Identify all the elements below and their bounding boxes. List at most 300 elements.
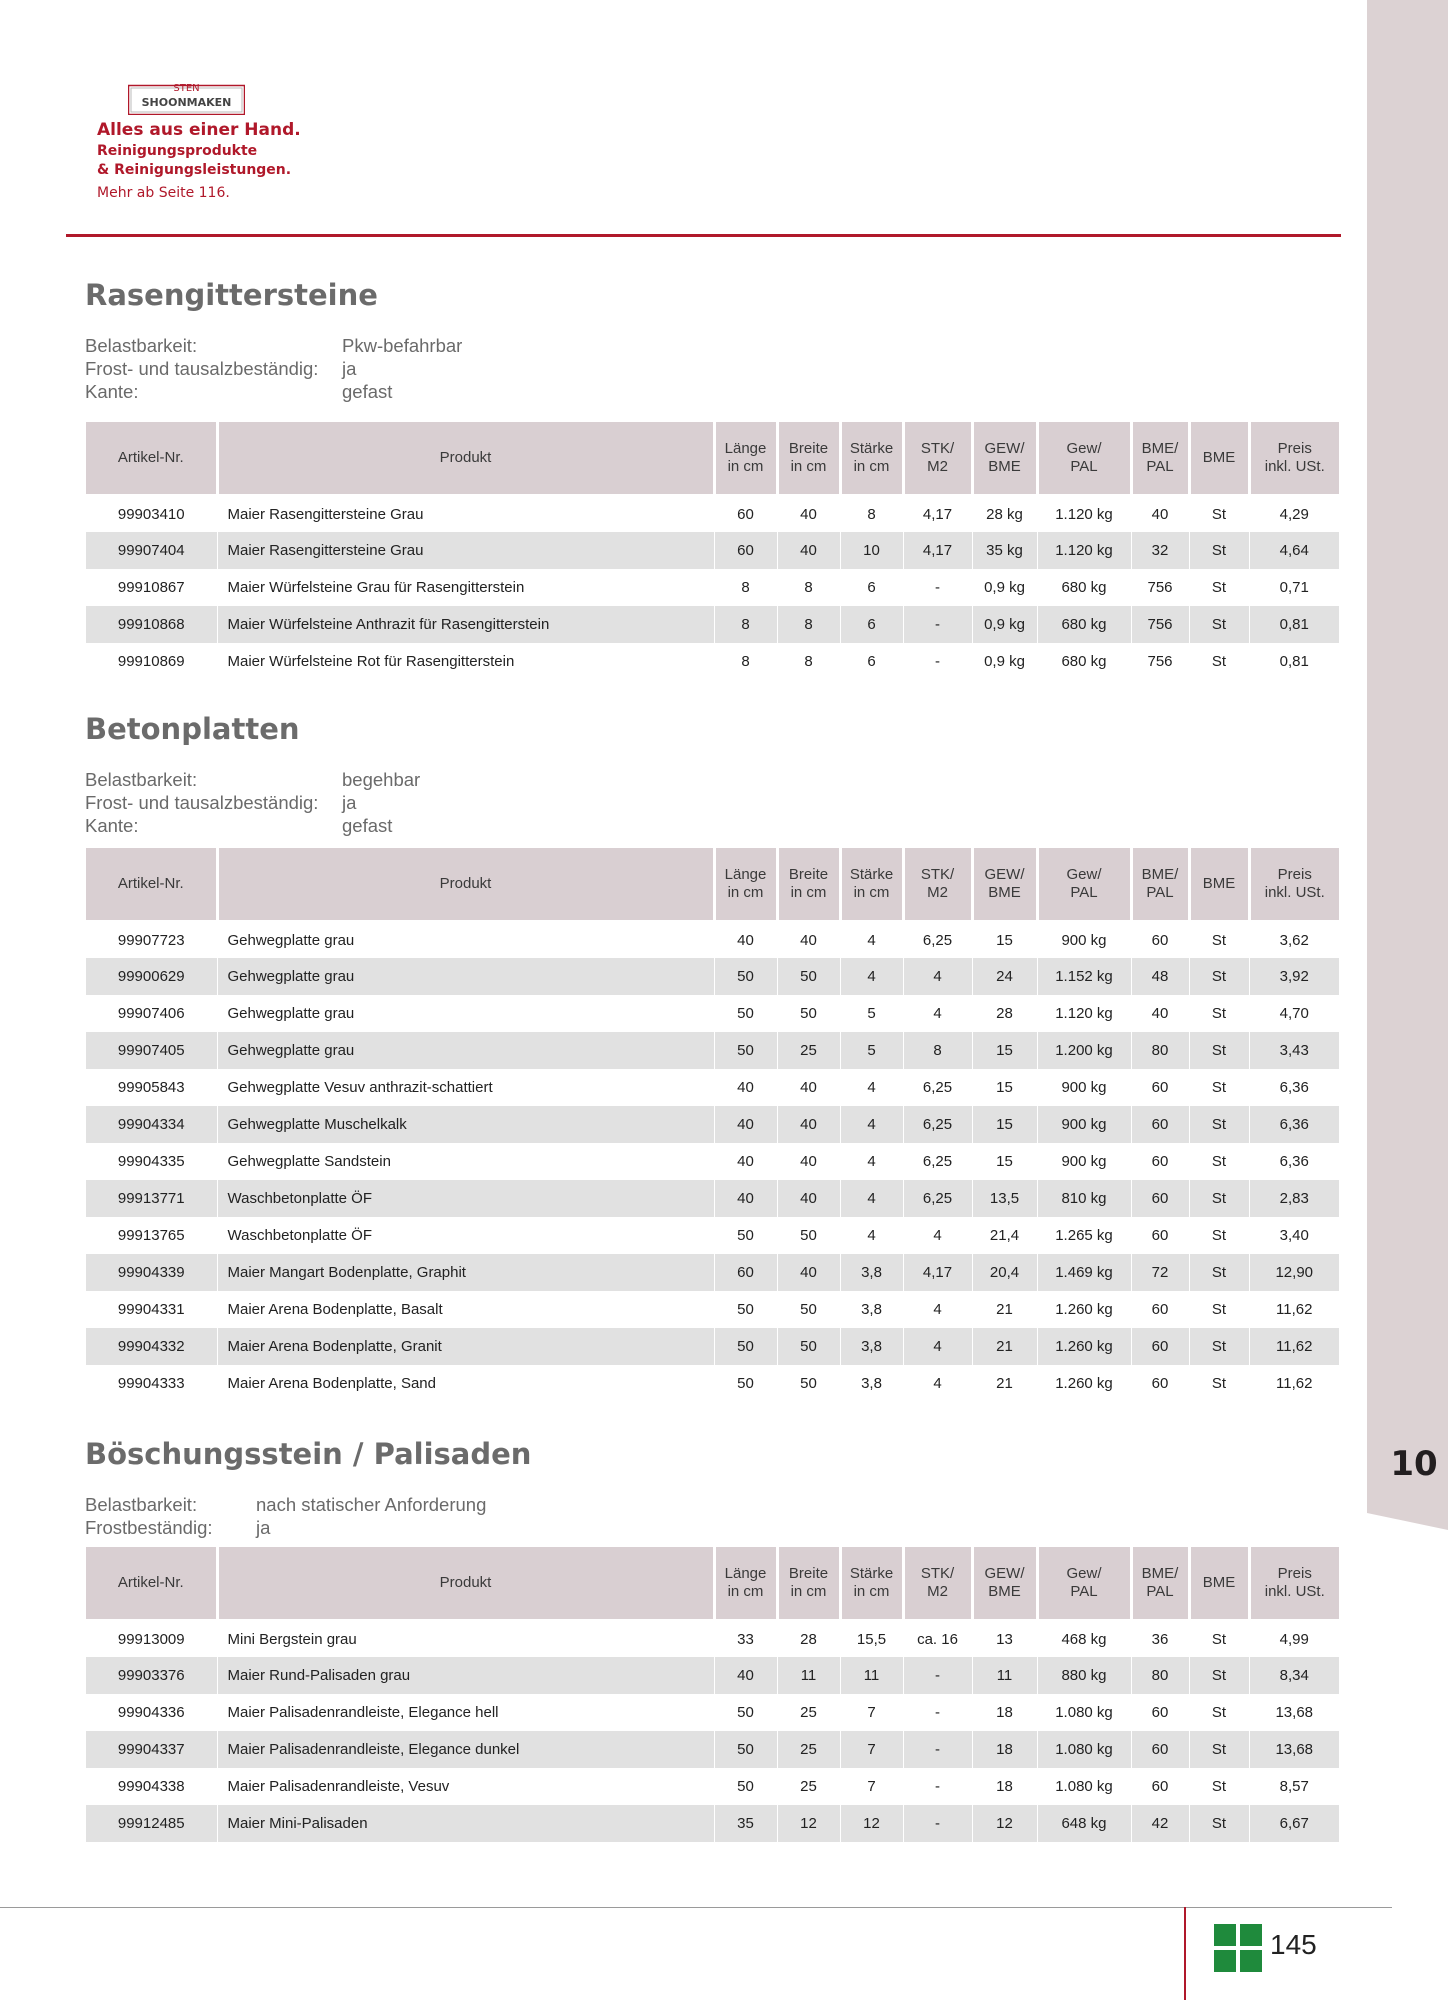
col-bme: St [1189, 569, 1249, 606]
col-breite: 40 [777, 1143, 840, 1180]
col-bme-pal: 60 [1131, 1365, 1189, 1402]
column-header-stk-m2: STK/ M2 [903, 422, 972, 495]
col-preis: 4,99 [1249, 1620, 1339, 1657]
table-row [86, 1180, 1339, 1217]
col-produkt: Gehwegplatte grau [217, 995, 714, 1032]
table-row [86, 606, 1339, 643]
section-title-betonplatten: Betonplatten [85, 712, 300, 746]
col-breite: 40 [777, 1180, 840, 1217]
table-row [86, 569, 1339, 606]
col-breite: 50 [777, 1328, 840, 1365]
col-gew-pal: 680 kg [1037, 643, 1131, 680]
col-gew-bme: 13,5 [972, 1180, 1037, 1217]
column-header-stk-m2: STK/ M2 [903, 848, 972, 921]
col-bme-pal: 80 [1131, 1657, 1189, 1694]
col-staerke: 4 [840, 1106, 903, 1143]
col-gew-bme: 18 [972, 1768, 1037, 1805]
col-gew-bme: 21 [972, 1291, 1037, 1328]
col-artikel-nr: 99910869 [86, 643, 217, 680]
column-header-gew-pal: Gew/ PAL [1037, 848, 1131, 921]
col-gew-pal: 1.080 kg [1037, 1694, 1131, 1731]
col-staerke: 4 [840, 958, 903, 995]
column-header-preis: Preis inkl. USt. [1249, 1547, 1339, 1620]
col-produkt: Waschbetonplatte ÖF [217, 1217, 714, 1254]
col-breite: 40 [777, 1254, 840, 1291]
col-artikel-nr: 99904332 [86, 1328, 217, 1365]
col-stk-m2: 6,25 [903, 1180, 972, 1217]
col-produkt: Maier Arena Bodenplatte, Sand [217, 1365, 714, 1402]
col-gew-bme: 35 kg [972, 532, 1037, 569]
column-header-bme: BME [1189, 848, 1249, 921]
column-header-produkt: Produkt [217, 1547, 714, 1620]
col-breite: 8 [777, 643, 840, 680]
col-gew-pal: 900 kg [1037, 921, 1131, 958]
col-artikel-nr: 99913009 [86, 1620, 217, 1657]
col-preis: 3,40 [1279, 1227, 1309, 1244]
col-gew-pal: 1.120 kg [1037, 495, 1131, 532]
section-properties-betonplatten [85, 768, 420, 837]
property-value: gefast [342, 815, 393, 836]
col-bme-pal: 60 [1131, 1143, 1189, 1180]
col-stk-m2: 4,17 [903, 1254, 972, 1291]
column-header-produkt: Produkt [217, 848, 714, 921]
col-bme-pal: 60 [1131, 1217, 1189, 1254]
col-breite: 40 [777, 1069, 840, 1106]
table-row [86, 1291, 1339, 1328]
col-produkt: Maier Arena Bodenplatte, Basalt [217, 1291, 714, 1328]
logo-text-top: STEN [173, 83, 200, 94]
col-artikel-nr: 99903410 [86, 495, 217, 532]
col-bme: St [1189, 495, 1249, 532]
col-laenge: 40 [714, 1180, 777, 1217]
table-row [86, 1106, 1339, 1143]
table-row [86, 921, 1339, 958]
col-laenge: 60 [714, 532, 777, 569]
section-properties-boeschungsstein-palisaden [85, 1493, 486, 1539]
column-header-bme: BME [1189, 422, 1249, 495]
col-staerke: 4 [840, 1217, 903, 1254]
col-preis: 8,57 [1279, 1778, 1309, 1795]
col-bme-pal: 40 [1131, 995, 1189, 1032]
col-gew-bme: 15 [972, 921, 1037, 958]
col-preis: 4,70 [1279, 1005, 1309, 1022]
column-header-breite: Breite in cm [777, 1547, 840, 1620]
chapter-number: 10 [1390, 1444, 1438, 1484]
col-produkt: Maier Rund-Palisaden grau [217, 1657, 714, 1694]
col-preis: 3,43 [1249, 1032, 1339, 1069]
col-preis: 6,36 [1279, 1079, 1309, 1096]
col-stk-m2: 4 [903, 1365, 972, 1402]
column-header-gew-pal: Gew/ PAL [1037, 1547, 1131, 1620]
col-artikel-nr: 99904338 [86, 1768, 217, 1805]
col-bme-pal: 36 [1131, 1620, 1189, 1657]
col-breite: 40 [777, 921, 840, 958]
col-preis: 11,62 [1276, 1301, 1313, 1318]
column-header-preis: Preis inkl. USt. [1249, 848, 1339, 921]
property-row [85, 814, 420, 837]
company-logo [128, 80, 245, 115]
col-bme: St [1189, 1106, 1249, 1143]
col-bme-pal: 756 [1131, 569, 1189, 606]
col-preis: 6,36 [1249, 1106, 1339, 1143]
col-bme: St [1189, 532, 1249, 569]
col-gew-bme: 21 [972, 1365, 1037, 1402]
col-preis: 0,81 [1279, 653, 1309, 670]
col-staerke: 10 [840, 532, 903, 569]
col-staerke: 3,8 [840, 1291, 903, 1328]
col-artikel-nr: 99903376 [86, 1657, 217, 1694]
col-gew-bme: 21 [972, 1328, 1037, 1365]
logo-text-bottom: SHOONMAKEN [141, 96, 232, 109]
col-produkt: Gehwegplatte grau [217, 958, 714, 995]
table-row [86, 1731, 1339, 1768]
col-stk-m2: - [903, 1657, 972, 1694]
col-produkt: Gehwegplatte Muschelkalk [217, 1106, 714, 1143]
table-row [86, 1365, 1339, 1402]
col-bme-pal: 60 [1131, 1291, 1189, 1328]
col-breite: 50 [777, 1365, 840, 1402]
column-header-artikel-nr: Artikel-Nr. [86, 848, 217, 921]
column-header-artikel-nr: Artikel-Nr. [86, 422, 217, 495]
col-gew-pal: 1.260 kg [1037, 1365, 1131, 1402]
col-gew-bme: 15 [972, 1106, 1037, 1143]
col-preis: 4,29 [1249, 495, 1339, 532]
col-stk-m2: 4 [903, 1217, 972, 1254]
section-title-boeschungsstein-palisaden: Böschungsstein / Palisaden [85, 1437, 532, 1471]
property-value: ja [342, 358, 357, 379]
col-bme: St [1189, 1291, 1249, 1328]
property-key: Frost- und tausalzbeständig: [85, 358, 319, 379]
column-header-gew-pal: Gew/ PAL [1037, 422, 1131, 495]
col-preis: 0,71 [1279, 579, 1309, 596]
col-bme-pal: 40 [1131, 495, 1189, 532]
col-bme-pal: 60 [1131, 1768, 1189, 1805]
col-laenge: 60 [714, 1254, 777, 1291]
col-artikel-nr: 99904331 [86, 1291, 217, 1328]
col-stk-m2: - [903, 1731, 972, 1768]
property-value: Pkw-befahrbar [342, 335, 463, 356]
property-row [85, 1516, 486, 1539]
col-preis: 3,62 [1249, 921, 1339, 958]
table-row [86, 1768, 1339, 1805]
col-gew-pal: 1.152 kg [1037, 958, 1131, 995]
col-stk-m2: 4 [903, 1291, 972, 1328]
col-artikel-nr: 99907723 [86, 921, 217, 958]
property-key: Belastbarkeit: [85, 1494, 198, 1515]
col-bme: St [1189, 1620, 1249, 1657]
property-value: nach statischer Anforderung [256, 1494, 487, 1515]
col-preis: 6,36 [1279, 1153, 1309, 1170]
col-bme: St [1189, 921, 1249, 958]
column-header-laenge: Länge in cm [714, 1547, 777, 1620]
col-laenge: 50 [714, 1328, 777, 1365]
property-key: Frostbeständig: [85, 1517, 213, 1538]
col-bme: St [1189, 1069, 1249, 1106]
col-bme: St [1189, 643, 1249, 680]
col-laenge: 8 [714, 606, 777, 643]
col-bme-pal: 60 [1131, 1180, 1189, 1217]
col-staerke: 6 [840, 643, 903, 680]
col-produkt: Maier Palisadenrandleiste, Vesuv [217, 1768, 714, 1805]
column-header-produkt: Produkt [217, 422, 714, 495]
col-artikel-nr: 99912485 [86, 1805, 217, 1842]
property-key: Belastbarkeit: [85, 335, 198, 356]
col-bme: St [1189, 1694, 1249, 1731]
product-table-betonplatten [86, 848, 1339, 1402]
col-gew-bme: 12 [972, 1805, 1037, 1842]
col-stk-m2: 6,25 [903, 921, 972, 958]
col-preis: 12,90 [1249, 1254, 1339, 1291]
col-gew-pal: 1.200 kg [1037, 1032, 1131, 1069]
col-gew-pal: 1.080 kg [1037, 1731, 1131, 1768]
col-breite: 25 [777, 1768, 840, 1805]
col-artikel-nr: 99907405 [86, 1032, 217, 1069]
col-artikel-nr: 99904334 [86, 1106, 217, 1143]
col-gew-bme: 0,9 kg [972, 643, 1037, 680]
col-preis: 6,67 [1249, 1805, 1339, 1842]
col-gew-bme: 20,4 [972, 1254, 1037, 1291]
col-artikel-nr: 99907404 [86, 532, 217, 569]
column-header-laenge: Länge in cm [714, 422, 777, 495]
col-stk-m2: - [903, 606, 972, 643]
col-gew-bme: 15 [972, 1032, 1037, 1069]
column-header-bme: BME [1189, 1547, 1249, 1620]
col-stk-m2: - [903, 1768, 972, 1805]
col-bme: St [1189, 1768, 1249, 1805]
col-laenge: 60 [714, 495, 777, 532]
col-laenge: 40 [714, 1657, 777, 1694]
col-stk-m2: 8 [903, 1032, 972, 1069]
col-produkt: Maier Palisadenrandleiste, Elegance hell [217, 1694, 714, 1731]
col-gew-bme: 0,9 kg [972, 569, 1037, 606]
col-gew-pal: 1.265 kg [1037, 1217, 1131, 1254]
col-bme-pal: 80 [1131, 1032, 1189, 1069]
col-stk-m2: 4 [903, 995, 972, 1032]
product-table-boeschungsstein-palisaden [86, 1547, 1339, 1842]
chapter-side-tab [1367, 0, 1448, 2000]
col-gew-pal: 1.260 kg [1037, 1328, 1131, 1365]
table-row [86, 1620, 1339, 1657]
col-laenge: 35 [714, 1805, 777, 1842]
table-header-row [86, 1547, 1339, 1620]
col-bme: St [1189, 1805, 1249, 1842]
col-bme-pal: 48 [1131, 958, 1189, 995]
col-stk-m2: - [903, 569, 972, 606]
col-gew-pal: 680 kg [1037, 606, 1131, 643]
col-bme: St [1189, 1217, 1249, 1254]
col-preis: 2,83 [1249, 1180, 1339, 1217]
table-row [86, 532, 1339, 569]
col-staerke: 4 [840, 921, 903, 958]
col-produkt: Maier Mangart Bodenplatte, Graphit [217, 1254, 714, 1291]
col-breite: 40 [777, 1106, 840, 1143]
col-preis: 13,68 [1249, 1731, 1339, 1768]
col-staerke: 5 [840, 995, 903, 1032]
col-laenge: 40 [714, 1143, 777, 1180]
promo-line-2: Reinigungsprodukte [97, 143, 258, 159]
col-bme-pal: 60 [1131, 1328, 1189, 1365]
col-staerke: 5 [840, 1032, 903, 1069]
property-row [85, 1493, 486, 1516]
col-laenge: 50 [714, 995, 777, 1032]
section-properties-rasengittersteine [85, 334, 462, 403]
col-bme-pal: 60 [1131, 1106, 1189, 1143]
col-bme: St [1189, 1657, 1249, 1694]
col-breite: 8 [777, 606, 840, 643]
col-gew-pal: 1.120 kg [1037, 532, 1131, 569]
col-gew-bme: 18 [972, 1731, 1037, 1768]
table-row [86, 1143, 1339, 1180]
col-preis: 3,92 [1249, 958, 1339, 995]
property-value: ja [256, 1517, 271, 1538]
column-header-artikel-nr: Artikel-Nr. [86, 1547, 217, 1620]
col-gew-pal: 648 kg [1037, 1805, 1131, 1842]
col-bme-pal: 42 [1131, 1805, 1189, 1842]
col-gew-bme: 11 [972, 1657, 1037, 1694]
col-bme-pal: 60 [1131, 921, 1189, 958]
col-artikel-nr: 99913771 [86, 1180, 217, 1217]
column-header-preis: Preis inkl. USt. [1249, 422, 1339, 495]
col-stk-m2: ca. 16 [903, 1620, 972, 1657]
col-staerke: 4 [840, 1143, 903, 1180]
col-gew-bme: 13 [972, 1620, 1037, 1657]
col-laenge: 8 [714, 643, 777, 680]
col-bme: St [1189, 1143, 1249, 1180]
product-table-rasengittersteine [86, 422, 1339, 680]
table-header-row [86, 848, 1339, 921]
column-header-breite: Breite in cm [777, 848, 840, 921]
col-stk-m2: - [903, 643, 972, 680]
col-stk-m2: 4 [903, 958, 972, 995]
table-row [86, 1069, 1339, 1106]
col-bme-pal: 756 [1131, 606, 1189, 643]
col-preis: 0,81 [1249, 606, 1339, 643]
table-row [86, 1805, 1339, 1842]
col-gew-bme: 0,9 kg [972, 606, 1037, 643]
col-produkt: Gehwegplatte grau [217, 1032, 714, 1069]
column-header-staerke: Stärke in cm [840, 422, 903, 495]
col-bme-pal: 32 [1131, 532, 1189, 569]
col-bme-pal: 72 [1131, 1254, 1189, 1291]
table-header-row [86, 422, 1339, 495]
col-artikel-nr: 99910868 [86, 606, 217, 643]
column-header-bme-pal: BME/ PAL [1131, 848, 1189, 921]
table-row [86, 1657, 1339, 1694]
grid-squares-icon [1214, 1924, 1262, 1972]
col-laenge: 8 [714, 569, 777, 606]
col-bme-pal: 60 [1131, 1731, 1189, 1768]
col-breite: 12 [777, 1805, 840, 1842]
column-header-breite: Breite in cm [777, 422, 840, 495]
col-bme-pal: 756 [1131, 643, 1189, 680]
property-row [85, 357, 462, 380]
col-laenge: 50 [714, 1768, 777, 1805]
property-row [85, 768, 420, 791]
col-stk-m2: 6,25 [903, 1069, 972, 1106]
table-row [86, 958, 1339, 995]
col-stk-m2: - [903, 1694, 972, 1731]
table-row [86, 1328, 1339, 1365]
col-breite: 25 [777, 1694, 840, 1731]
col-produkt: Maier Würfelsteine Rot für Rasengitterstein [217, 643, 714, 680]
col-produkt: Maier Mini-Palisaden [217, 1805, 714, 1842]
col-gew-bme: 21,4 [972, 1217, 1037, 1254]
col-bme-pal: 60 [1131, 1069, 1189, 1106]
col-produkt: Mini Bergstein grau [217, 1620, 714, 1657]
col-staerke: 6 [840, 569, 903, 606]
header-divider [66, 234, 1341, 237]
col-staerke: 4 [840, 1180, 903, 1217]
page-number: 145 [1270, 1929, 1317, 1960]
property-value: ja [342, 792, 357, 813]
col-gew-bme: 24 [972, 958, 1037, 995]
property-key: Frost- und tausalzbeständig: [85, 792, 319, 813]
column-header-gew-bme: GEW/ BME [972, 848, 1037, 921]
col-staerke: 7 [840, 1694, 903, 1731]
col-staerke: 4 [840, 1069, 903, 1106]
col-produkt: Gehwegplatte grau [217, 921, 714, 958]
col-bme: St [1189, 606, 1249, 643]
property-value: begehbar [342, 769, 421, 790]
col-preis: 8,34 [1249, 1657, 1339, 1694]
col-staerke: 6 [840, 606, 903, 643]
col-staerke: 3,8 [840, 1254, 903, 1291]
promo-block [97, 118, 301, 204]
col-artikel-nr: 99904337 [86, 1731, 217, 1768]
col-staerke: 7 [840, 1731, 903, 1768]
property-row [85, 791, 420, 814]
column-header-laenge: Länge in cm [714, 848, 777, 921]
col-staerke: 7 [840, 1768, 903, 1805]
col-gew-pal: 900 kg [1037, 1106, 1131, 1143]
col-artikel-nr: 99904336 [86, 1694, 217, 1731]
column-header-gew-bme: GEW/ BME [972, 1547, 1037, 1620]
table-row [86, 1032, 1339, 1069]
col-breite: 28 [777, 1620, 840, 1657]
table-row [86, 1254, 1339, 1291]
col-laenge: 50 [714, 1731, 777, 1768]
property-key: Kante: [85, 815, 139, 836]
col-laenge: 50 [714, 1365, 777, 1402]
col-artikel-nr: 99913765 [86, 1217, 217, 1254]
col-laenge: 40 [714, 921, 777, 958]
property-row [85, 334, 462, 357]
col-bme: St [1189, 1180, 1249, 1217]
col-gew-bme: 18 [972, 1694, 1037, 1731]
col-bme: St [1189, 1254, 1249, 1291]
column-header-bme-pal: BME/ PAL [1131, 422, 1189, 495]
col-gew-pal: 810 kg [1037, 1180, 1131, 1217]
column-header-bme-pal: BME/ PAL [1131, 1547, 1189, 1620]
col-gew-pal: 900 kg [1037, 1069, 1131, 1106]
col-breite: 25 [777, 1731, 840, 1768]
col-produkt: Maier Würfelsteine Anthrazit für Rasengitterstein [217, 606, 714, 643]
col-produkt: Gehwegplatte Vesuv anthrazit-schattiert [217, 1069, 714, 1106]
col-breite: 50 [777, 1217, 840, 1254]
col-bme-pal: 60 [1131, 1694, 1189, 1731]
col-gew-pal: 1.120 kg [1037, 995, 1131, 1032]
col-gew-bme: 15 [972, 1143, 1037, 1180]
col-gew-pal: 1.469 kg [1037, 1254, 1131, 1291]
col-artikel-nr: 99910867 [86, 569, 217, 606]
col-produkt: Maier Rasengittersteine Grau [217, 532, 714, 569]
promo-link-text: Mehr ab Seite 116. [97, 185, 230, 201]
col-laenge: 50 [714, 958, 777, 995]
col-gew-pal: 1.080 kg [1037, 1768, 1131, 1805]
col-bme: St [1189, 1032, 1249, 1069]
col-laenge: 50 [714, 1217, 777, 1254]
property-row [85, 380, 462, 403]
